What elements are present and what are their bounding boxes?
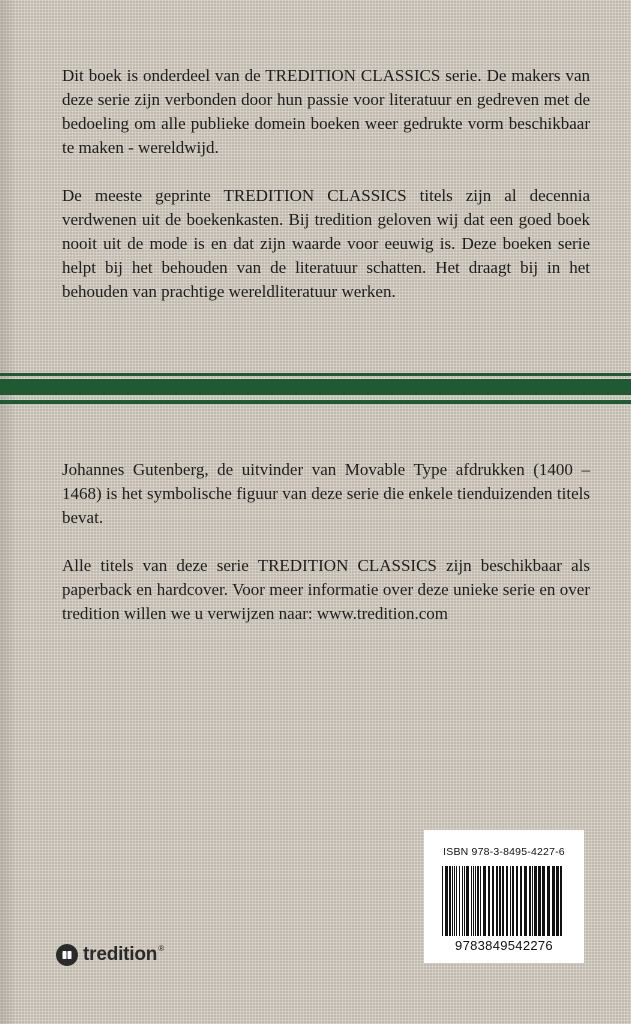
stripe-thin-top: [0, 373, 631, 376]
tredition-logo: [56, 943, 164, 967]
gutenberg-paragraph: Johannes Gutenberg, de uitvinder van Movable Type afdrukken (1400 – 1468) is het symbolische figuur van deze serie die enkele tienduizenden titels bevat.: [62, 460, 590, 527]
ean-digits: 9783849542276: [455, 938, 553, 953]
intro-text-block: [62, 64, 590, 304]
logo-wordmark: tredition: [83, 944, 158, 965]
isbn-label: ISBN 978-3-8495-4227-6: [443, 846, 565, 858]
intro-paragraph-2: De meeste geprinte TREDITION CLASSICS titels zijn al decennia verdwenen uit de boekenkasten. Bij tredition geloven wij dat een goed boek nooit uit de mode is en dat zijn waarde voor eeuwig is. Deze boeken serie helpt bij het behouden van de literatuur schatten. Het draagt bij in het behouden van prachtige wereldliteratuur werken.: [62, 186, 590, 301]
stripe-thin-bottom: [0, 400, 631, 404]
availability-paragraph: Alle titels van deze serie TREDITION CLASSICS zijn beschikbaar als paperback en hardcover. Voor meer informatie over deze unieke serie en over tredition willen we u verwijzen naar: www.tredition.com: [62, 556, 590, 623]
stripe-thick: [0, 379, 631, 395]
isbn-barcode-box: [424, 830, 584, 963]
series-text-block: [62, 458, 590, 626]
registered-mark: ®: [158, 944, 165, 953]
green-stripe-band: [0, 373, 631, 414]
tredition-logo-icon: [56, 944, 78, 966]
barcode-icon: [442, 866, 566, 936]
intro-paragraph-1: Dit boek is onderdeel van de TREDITION CLASSICS serie. De makers van deze serie zijn verbonden door hun passie voor literatuur en gedreven met de bedoeling om alle publieke domein boeken weer gedrukte vorm beschikbaar te maken - wereldwijd.: [62, 66, 590, 157]
spine-edge: [0, 0, 14, 1024]
